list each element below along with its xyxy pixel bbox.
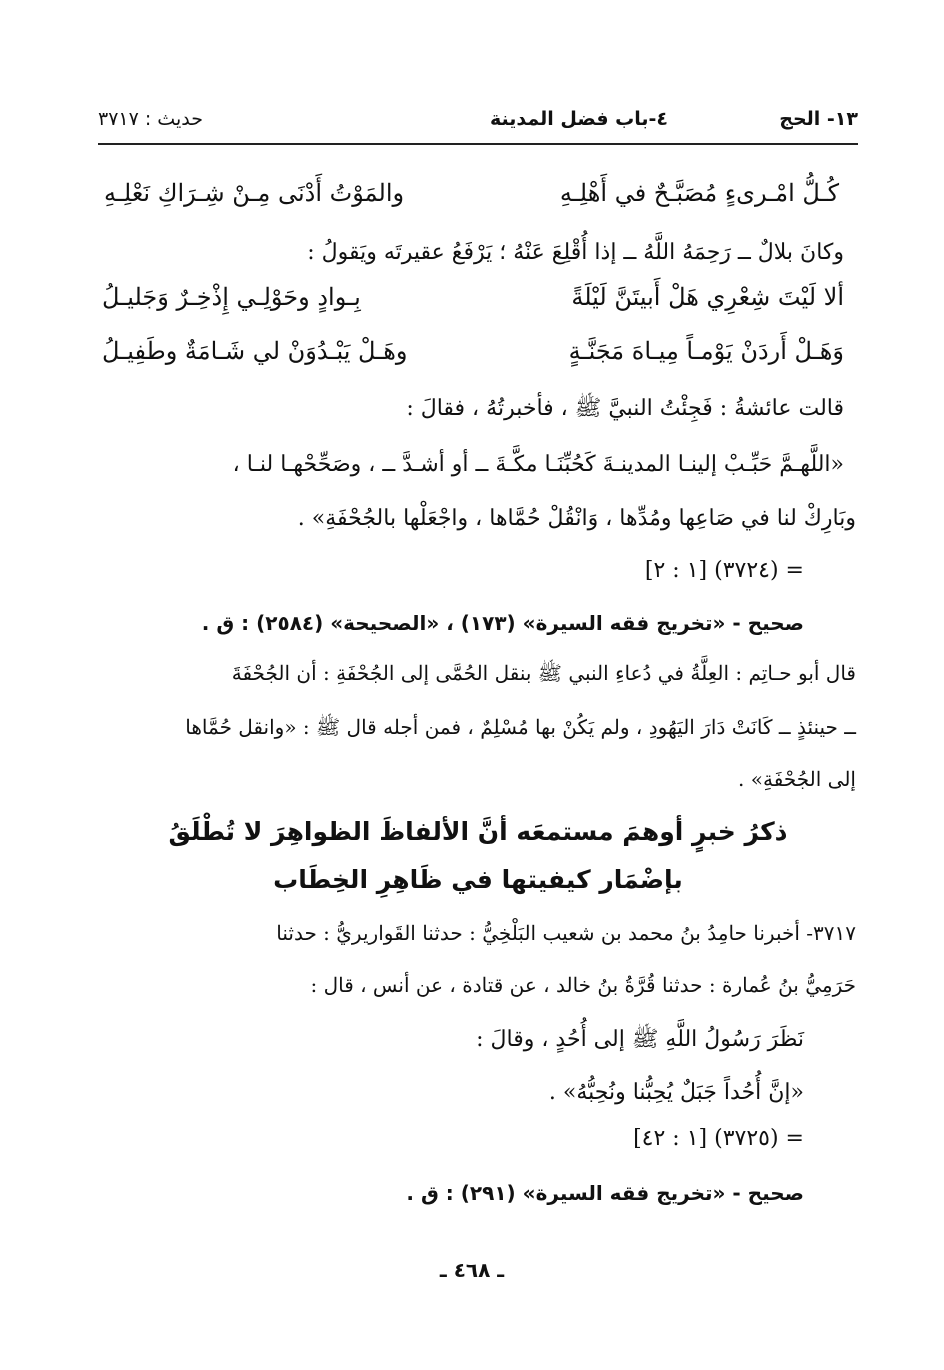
isnad-line-1: ٣٧١٧- أخبرنا حامِدُ بنُ محمد بن شعيب البَلْخِيُّ : حدثنا القَواريريُّ : حدثنا [276,921,856,945]
grading-note-2: صحيح - «تخريج فقه السيرة» (٢٩١) : ق . [406,1181,804,1205]
grading-note-1: صحيح - «تخريج فقه السيرة» (١٧٣) ، «الصحيحة» (٢٥٨٤) : ق . [201,611,804,635]
dua-line-2: وبَارِكْ لنا في صَاعِها ومُدِّها ، وَانْقُلْ حُمَّاها ، واجْعَلْها بالجُحْفَةِ» . [297,506,856,531]
cross-reference-1: = (٣٧٢٤) [١ : ٢] [644,558,804,583]
verse-3-first-hemistich: وَهَـلْ أَردَنْ يَوْمـاً مِيـاهَ مَجَنَّـةٍ [568,337,844,365]
matn-line-2: «إنَّ أُحُداً جَبَلٌ يُحِبُّنا ونُحِبُّهُ» . [548,1080,804,1105]
chapter-heading-line-2: بإضْمَار كيفيتها في ظَاهِرِ الخِطَاب [273,865,683,894]
aisha-line: قالت عائشةُ : فَجِئْتُ النبيَّ ﷺ ، فأخبرتُهُ ، فقالَ : [406,396,844,421]
chapter-heading-line-1: ذكرُ خبرٍ أوهمَ مستمعَه أنَّ الألفاظَ الظواهِرَ لا تُطْلَقُ [168,817,788,846]
cross-reference-2: = (٣٧٢٥) [١ : ٤٢] [633,1126,804,1151]
abu-hatim-line-2: ــ حينئذٍ ــ كَانَتْ دَارَ اليَهُودِ ، ولم يَكُنْ بها مُسْلِمٌ ، فمن أجله قال ﷺ : «وانقل حُمَّاها [185,715,856,739]
section-title: ٤-باب فضل المدينة [490,108,668,130]
page-number: ـ ٤٦٨ ـ [439,1258,505,1282]
verse-1-second-hemistich: والمَوْتُ أَدْنَى مِـنْ شِـرَاكِ نَعْلِـهِ [104,179,405,207]
dua-line-1: «اللَّهـمَّ حَبِّـبْ إلينـا المدينـةَ كَحُبِّنَـا مكَّـةَ ــ أو أشـدَّ ــ ، وصَحِّحْهـا لنـا ، [232,452,844,477]
verse-3-second-hemistich: وهَـلْ يَبْـدُوَنْ لي شَـامَةٌ وطَفِيـلُ [102,337,408,365]
header-rule [98,143,858,145]
matn-line-1: نَظَرَ رَسُولُ اللَّهِ ﷺ إلى أُحُدٍ ، وقالَ : [476,1027,804,1052]
bilal-line: وكانَ بلالٌ ــ رَحِمَهُ اللَّهُ ــ إذا أُقْلِعَ عَنْهُ ؛ يَرْفَعُ عقيرتَه ويَقولُ : [307,240,844,265]
running-header [98,100,858,140]
verse-1-first-hemistich: كُـلُّ امْـرىءٍ مُصَبَّـحٌ في أَهْلِـهِ [559,179,839,207]
abu-hatim-line-3: إلى الجُحْفَةِ» . [738,767,856,791]
hadith-reference: حديث : ٣٧١٧ [98,108,203,130]
verse-2-first-hemistich: ألا لَيْتَ شِعْرِي هَلْ أَبيتَنَّ لَيْلَةً [571,283,844,311]
verse-2-second-hemistich: بِـوادٍ وحَوْلِـي إِذْخِـرٌ وَجَليـلُ [102,283,361,311]
abu-hatim-line-1: قال أبو حـاتِم : العِلَّةُ في دُعاءِ النبي ﷺ بنقل الحُمَّى إلى الجُحْفَةِ : أن الجُحْفَةَ [231,661,856,685]
chapter-title: ١٣- الحج [779,108,858,130]
isnad-line-2: حَرَمِيُّ بنُ عُمارة : حدثنا قُرَّةُ بنُ خالد ، عن قتادة ، عن أنس ، قال : [310,973,856,997]
